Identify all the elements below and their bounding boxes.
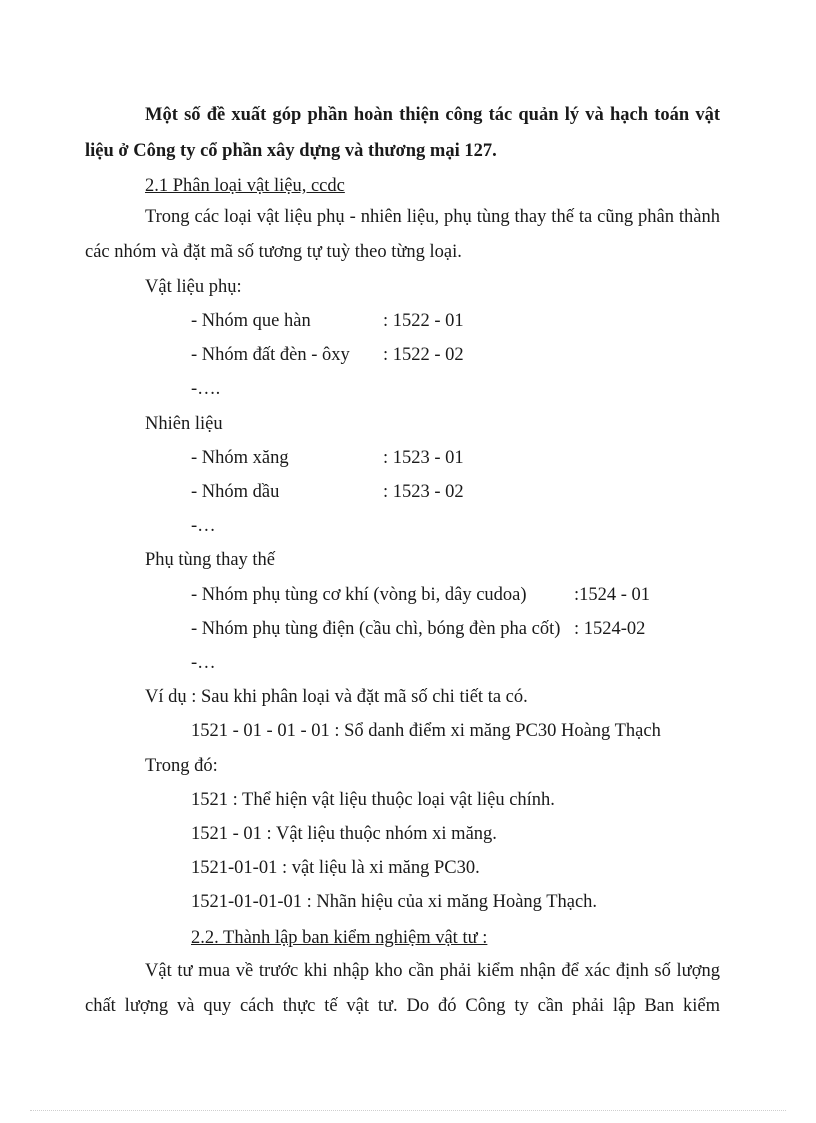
example-detail: 1521 - 01 : Vật liệu thuộc nhóm xi măng.	[191, 824, 497, 844]
group-item-name: - Nhóm đất đèn - ôxy	[191, 345, 350, 365]
heading-line-2: liệu ở Công ty cổ phần xây dựng và thương mại 127.	[85, 141, 497, 161]
group-item-code: : 1523 - 02	[383, 482, 464, 502]
group-item-code: : 1522 - 01	[383, 311, 464, 331]
example-intro: Ví dụ : Sau khi phân loại và đặt mã số chi tiết ta có.	[145, 687, 528, 707]
group-item-code: : 1522 - 02	[383, 345, 464, 365]
group-label-vat-lieu-phu: Vật liệu phụ:	[145, 277, 242, 297]
page-bottom-rule	[30, 1110, 786, 1111]
example-detail: 1521 : Thể hiện vật liệu thuộc loại vật liệu chính.	[191, 790, 555, 810]
heading-line-1: Một số đề xuất góp phần hoàn thiện công tác quản lý và hạch toán vật	[145, 105, 720, 125]
section-2-1-para-line-1: Trong các loại vật liệu phụ - nhiên liệu, phụ tùng thay thế ta cũng phân thành	[145, 207, 720, 227]
section-2-2-title: 2.2. Thành lập ban kiểm nghiệm vật tư :	[191, 928, 488, 948]
group-item-name: - Nhóm que hàn	[191, 311, 311, 331]
group-more: -…	[191, 653, 216, 673]
group-item-name: - Nhóm phụ tùng điện (cầu chì, bóng đèn pha cốt)	[191, 619, 561, 639]
group-item-code: :1524 - 01	[574, 585, 651, 605]
section-2-1-para-line-2: các nhóm và đặt mã số tương tự tuỳ theo từng loại.	[85, 242, 462, 262]
example-trong-do: Trong đó:	[145, 756, 218, 776]
group-more: -…	[191, 516, 216, 536]
group-item-code: : 1524-02	[574, 619, 646, 639]
group-item-code: : 1523 - 01	[383, 448, 464, 468]
group-label-nhien-lieu: Nhiên liệu	[145, 414, 223, 434]
section-2-1-title: 2.1 Phân loại vật liệu, ccdc	[145, 176, 345, 196]
group-item-name: - Nhóm xăng	[191, 448, 289, 468]
group-label-phu-tung: Phụ tùng thay thế	[145, 550, 276, 570]
example-detail: 1521-01-01 : vật liệu là xi măng PC30.	[191, 858, 480, 878]
example-detail: 1521-01-01-01 : Nhãn hiệu của xi măng Hoàng Thạch.	[191, 892, 598, 912]
group-item-name: - Nhóm dầu	[191, 482, 280, 502]
group-item-name: - Nhóm phụ tùng cơ khí (vòng bi, dây cudoa)	[191, 585, 527, 605]
group-more: -….	[191, 379, 221, 399]
section-2-2-para-line-1: Vật tư mua về trước khi nhập kho cần phải kiểm nhận để xác định số lượng	[145, 961, 720, 981]
section-2-2-para-line-2: chất lượng và quy cách thực tế vật tư. Do đó Công ty cần phải lập Ban kiểm	[85, 996, 720, 1016]
example-code-line: 1521 - 01 - 01 - 01 : Sổ danh điểm xi măng PC30 Hoàng Thạch	[191, 721, 661, 741]
